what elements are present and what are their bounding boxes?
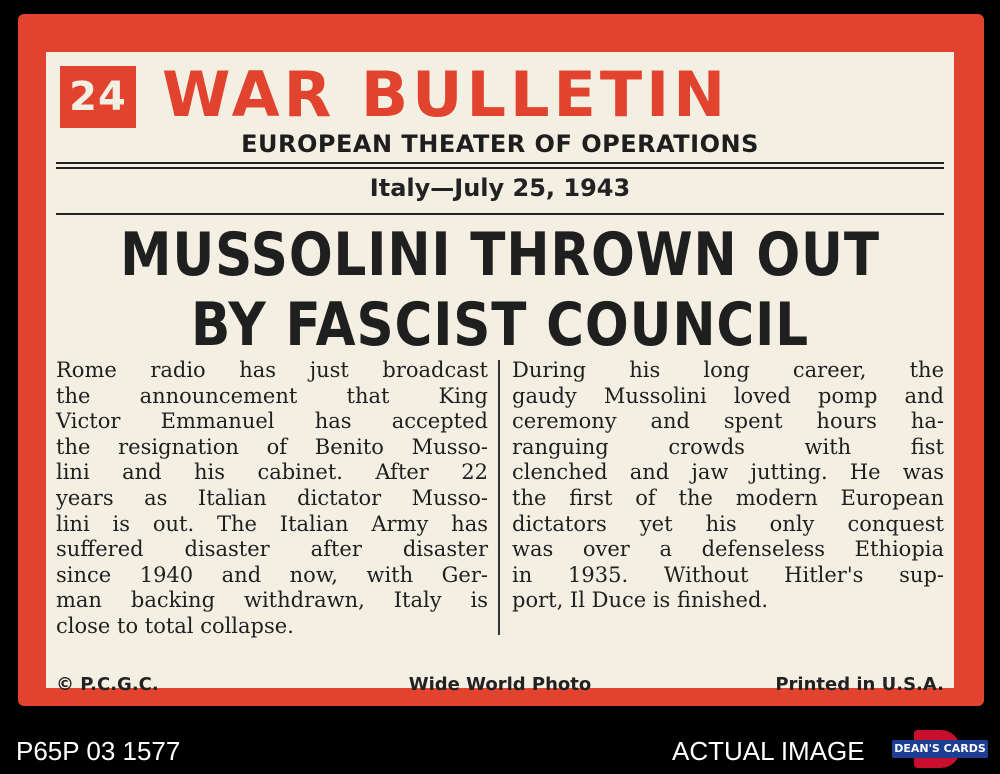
- article-left-column: [56, 358, 488, 640]
- text-line: Rome radio has just broadcast: [56, 358, 488, 382]
- divider-rule: [56, 162, 944, 164]
- trading-card: [18, 14, 984, 706]
- actual-image-label: ACTUAL IMAGE: [672, 736, 865, 766]
- photo-credit: Wide World Photo: [408, 674, 592, 695]
- text-line: lini and his cabinet. After 22: [56, 460, 488, 485]
- text-line: gaudy Mussolini loved pomp and: [512, 383, 944, 408]
- text-line: suffered disaster after disaster: [56, 537, 488, 562]
- dateline: Italy—July 25, 1943: [369, 174, 631, 202]
- text-line: years as Italian dictator Musso-: [56, 485, 488, 510]
- copyright-note: © P.C.G.C.: [56, 674, 159, 695]
- divider-rule: [56, 167, 944, 169]
- card-title: WAR BULLETIN: [162, 58, 730, 131]
- text-line: Victor Emmanuel has accepted: [56, 409, 488, 434]
- headline: [110, 220, 891, 360]
- logo-text: DEAN'S CARDS: [892, 740, 988, 758]
- column-divider: [498, 360, 500, 635]
- text-line: ranguing crowds with fist: [512, 434, 944, 459]
- catalog-id: P65P 03 1577: [16, 736, 181, 766]
- headline-line: MUSSOLINI THROWN OUT: [120, 220, 880, 290]
- deans-cards-logo: [892, 730, 988, 768]
- text-line: man backing withdrawn, Italy is: [56, 588, 488, 613]
- text-line: clenched and jaw jutting. He was: [512, 460, 944, 485]
- text-line: lini is out. The Italian Army has: [56, 511, 488, 536]
- card-back-panel: [46, 52, 954, 695]
- text-line: in 1935. Without Hitler's sup-: [512, 562, 944, 587]
- text-line: During his long career, the: [512, 358, 944, 382]
- text-line: port, Il Duce is finished.: [512, 588, 769, 613]
- headline-line: BY FASCIST COUNCIL: [191, 290, 809, 360]
- article-right-column: [512, 358, 944, 614]
- text-line: the announcement that King: [56, 383, 488, 408]
- text-line: close to total collapse.: [56, 613, 294, 638]
- text-line: the first of the modern European: [512, 485, 944, 510]
- card-subtitle: EUROPEAN THEATER OF OPERATIONS: [241, 130, 759, 158]
- text-line: the resignation of Benito Musso-: [56, 434, 488, 459]
- text-line: ceremony and spent hours ha-: [512, 409, 944, 434]
- card-number: 24: [60, 66, 136, 128]
- text-line: was over a defenseless Ethiopia: [512, 537, 944, 562]
- text-line: dictators yet his only conquest: [512, 511, 944, 536]
- divider-rule: [56, 213, 944, 215]
- printed-note: Printed in U.S.A.: [775, 674, 944, 695]
- text-line: since 1940 and now, with Ger-: [56, 562, 488, 587]
